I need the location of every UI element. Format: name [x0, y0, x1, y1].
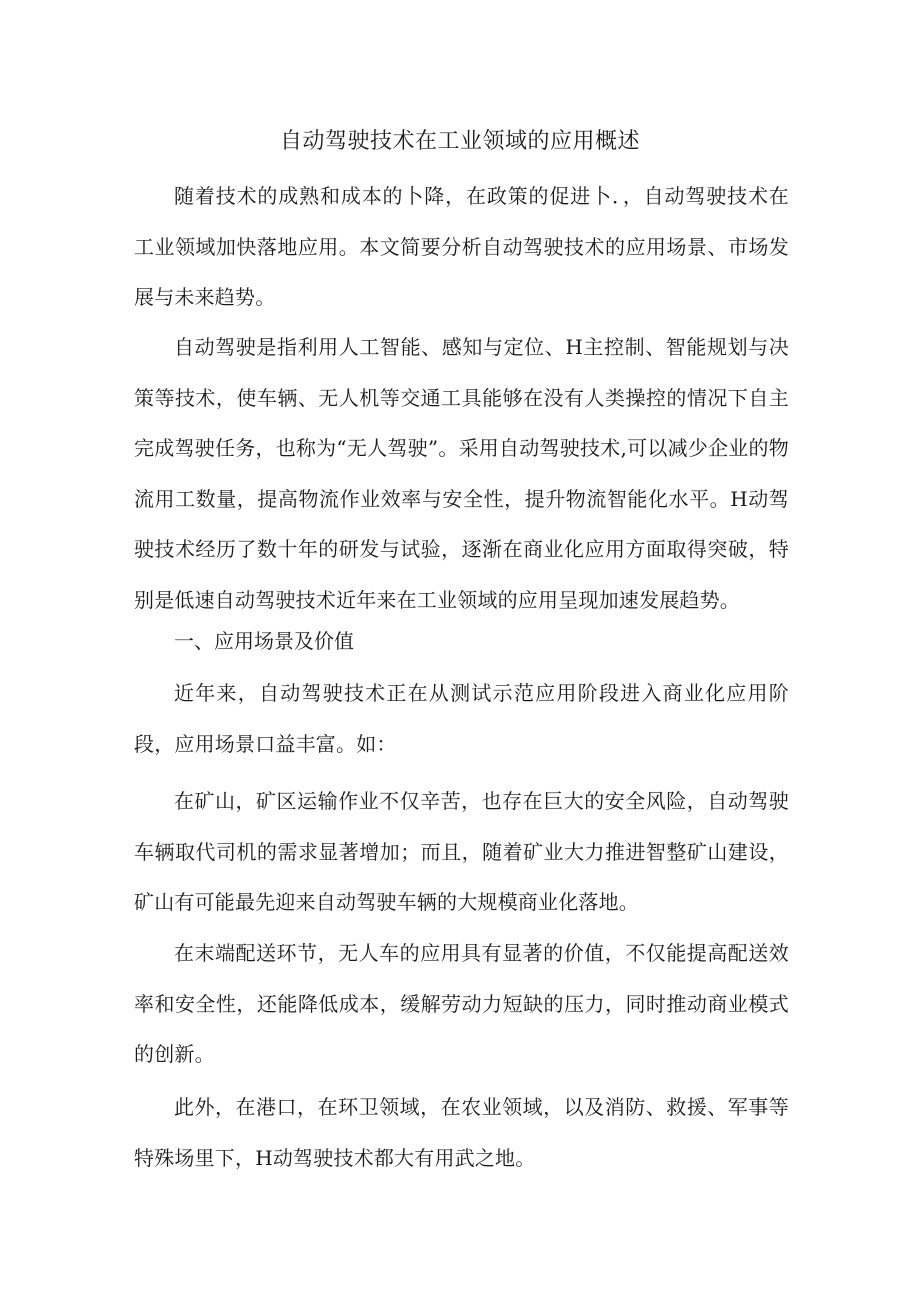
section-heading: 一、应用场景及价值: [174, 629, 354, 653]
definition-paragraph: 自动驾驶是指利用人工智能、感知与定位、H主控制、智能规划与决策等技术，使车辆、无人机等交通工具能够在没有人类操控的情况下自主完成驾驶任务，也称为“无人驾驶”。采用自动驾驶技术,可以减少企业的物流用工数量，提高物流作业效率与安全性，提升物流智能化水平。H动驾驶技术经历了数十年的研发与试验，逐渐在商业化应用方面取得突破，特别是低速自动驾驶技术近年来在工业领域的应用呈现加速发展趋势。: [134, 335, 789, 612]
other-fields-paragraph: 此外，在港口，在环卫领域，在农业领域，以及消防、救援、军事等特殊场里下，H动驾驶技术都大有用武之地。: [134, 1095, 789, 1170]
intro-paragraph: 随着技术的成熟和成本的卜降，在政策的促进卜．，自动驾驶技术在工业领域加快落地应用。本文简要分析自动驾驶技术的应用场景、市场发展与未来趋势。: [134, 184, 789, 309]
document-title: 自动驾驶技术在工业领域的应用概述: [279, 129, 640, 154]
mining-paragraph: 在矿山，矿区运输作业不仅辛苦，也存在巨大的安全风险，自动驾驶车辆取代司机的需求显著增加；而且，随着矿业大力推进智整矿山建设，矿山有可能最先迎来自动驾驶车辆的大规模商业化落地。: [134, 789, 789, 914]
delivery-paragraph: 在末端配送环节，无人车的应用具有显著的价值，不仅能提高配送效率和安全性，还能降低成本，缓解劳动力短缺的压力，同时推动商业模式的创新。: [134, 941, 789, 1066]
scenarios-intro-paragraph: 近年来，自动驾驶技术正在从测试示范应用阶段进入商业化应用阶段，应用场景口益丰富。如：: [134, 681, 789, 756]
